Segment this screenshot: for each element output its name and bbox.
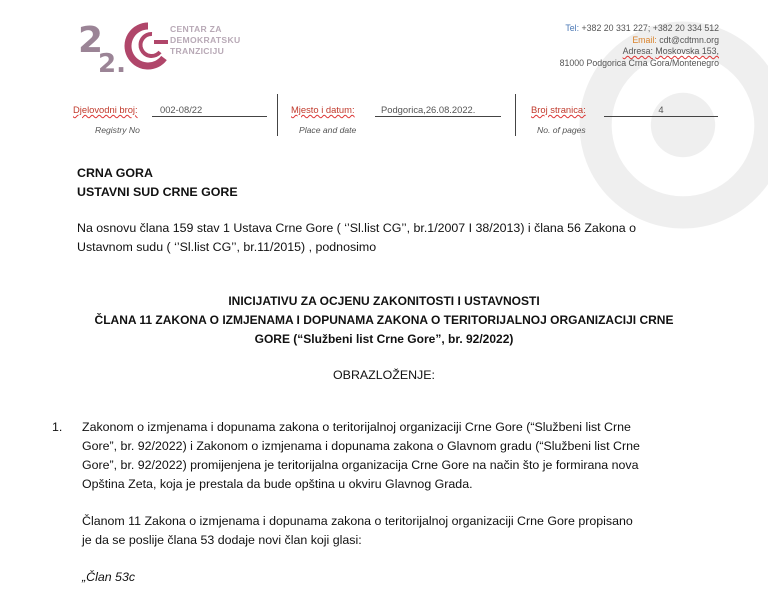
place-sub: Place and date (299, 125, 357, 135)
logo-line-1: CENTAR ZA (170, 24, 222, 34)
pages-value: 4 (604, 104, 718, 117)
title-line-3: GORE (“Službeni list Crne Gore”, br. 92/2022) (254, 332, 514, 346)
email-value[interactable]: cdt@cdtmn.org (659, 34, 719, 45)
pages-sub: No. of pages (537, 125, 586, 135)
point1-line-3: Gore”, br. 92/2022) promijenjena je teritorijalna organizacija Crne Gore na način što je formirana nova (82, 458, 639, 472)
paragraph2-line-1: Članom 11 Zakona o izmjenama i dopunama zakona o teritorijalnoj organizaciji Crne Gore propisano (82, 514, 633, 528)
point1-line-4: Opština Zeta, koja je prestala da bude opština u okviru Glavnog Grada. (82, 477, 473, 491)
quote-article: „Član 53c (82, 570, 136, 584)
contact-address (560, 46, 719, 58)
contact-tel (560, 23, 719, 35)
email-label: Email: (632, 34, 657, 45)
svg-text:2.: 2. (98, 49, 126, 74)
registry-number-value: 002-08/22 (152, 104, 267, 117)
svg-text:2: 2 (78, 20, 104, 61)
title-line-2: ČLANA 11 ZAKONA O IZMJENAMA I DOPUNAMA ZAKONA O TERITORIJALNOJ ORGANIZACIJI CRNE (94, 313, 674, 327)
address-line-1-value: Moskovska 153, (655, 46, 719, 57)
registry-number-label: Djelovodni broj: (73, 104, 138, 115)
divider (515, 94, 516, 136)
point-number: 1. (52, 420, 63, 434)
contact-block (560, 23, 719, 69)
addressee-line-2: USTAVNI SUD CRNE GORE (77, 185, 238, 199)
point1-line-1: Zakonom o izmjenama i dopunama zakona o teritorijalnoj organizaciji Crne Gore (“Službeni list Crne (82, 420, 631, 434)
divider (277, 94, 278, 136)
registry-number-sub: Registry No (95, 125, 140, 135)
logo-line-2: DEMOKRATSKU (170, 35, 241, 45)
place-label: Mjesto i datum: (291, 104, 355, 115)
addressee-line-1: CRNA GORA (77, 166, 153, 180)
title-line-1: INICIJATIVU ZA OCJENU ZAKONITOSTI I USTAVNOSTI (228, 294, 540, 308)
point1-line-2: Gore”, br. 92/2022) i Zakonom o izmjenama i dopunama zakona o Glavnom gradu (“Službeni list Crne (82, 439, 640, 453)
logo-line-3: TRANZICIJU (170, 46, 225, 56)
address-label: Adresa: (622, 46, 653, 57)
paragraph2-line-2: je da se poslije člana 53 dodaje novi član koji glasi: (82, 533, 362, 547)
logo-wordmark (170, 24, 240, 57)
tel-value: +382 20 331 227; +382 20 334 512 (581, 23, 719, 33)
pages-label: Broj stranica: (531, 104, 586, 115)
contact-email (560, 35, 719, 47)
obrazlozenje-heading: OBRAZLOŽENJE: (333, 368, 435, 382)
contact-address-line-2: 81000 Podgorica Crna Gora/Montenegro (559, 57, 719, 68)
intro-line-1: Na osnovu člana 159 stav 1 Ustava Crne Gore ( ‘’Sl.list CG’’, br.1/2007 I 38/2013) i člana 56 Zakona o (77, 221, 637, 235)
place-value: Podgorica,26.08.2022. (375, 104, 501, 117)
tel-label: Tel: (565, 23, 580, 33)
intro-line-2: Ustavnom sudu ( ‘’Sl.list CG’’, br.11/2015) , podnosimo (77, 240, 377, 254)
